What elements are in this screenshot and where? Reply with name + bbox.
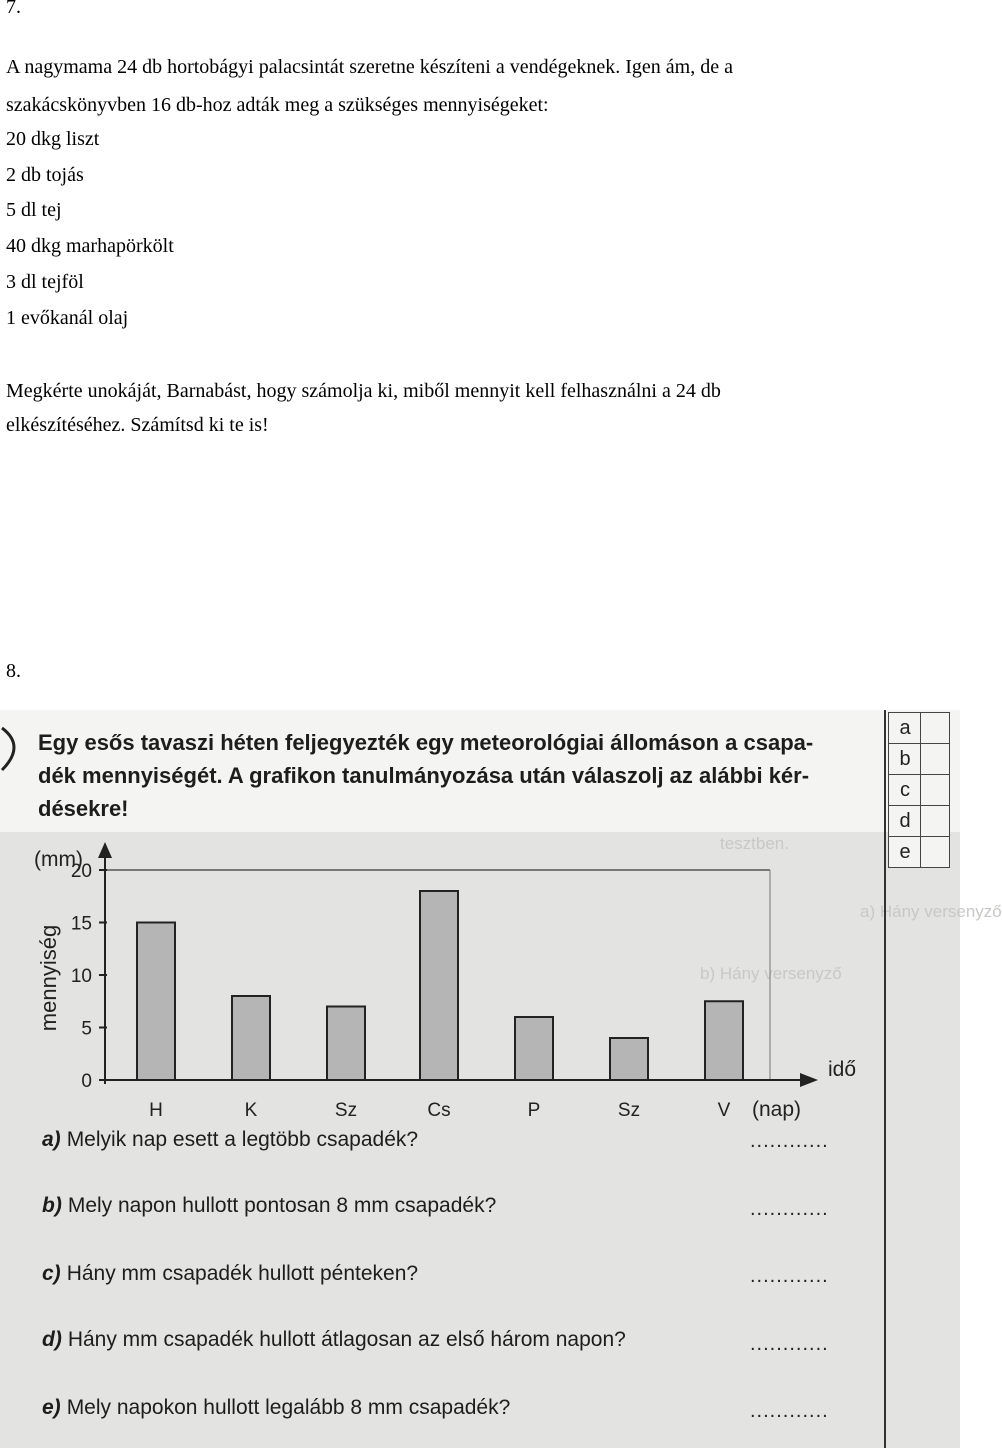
right-margin-line — [884, 710, 886, 1448]
answer-field-d[interactable] — [920, 805, 950, 837]
bar-4 — [420, 891, 458, 1080]
question-c — [42, 1262, 418, 1286]
answer-field-c[interactable] — [920, 774, 950, 806]
answer-box-d: d — [888, 805, 922, 837]
y-tick-label: 20 — [70, 861, 92, 882]
task7-line: szakácskönyvben 16 db-hoz adták meg a szükséges mennyiségeket: — [6, 94, 549, 116]
y-axis-title: mennyiség — [36, 924, 61, 1032]
answer-line-c[interactable]: ............ — [750, 1265, 829, 1287]
x-tick-label: H — [149, 1100, 163, 1121]
scanned-exercise: tesztben. a) Hány versenyző b) Hány versenyző Egy esős tavaszi héten feljegyezték egy meteorológiai állomáson a csapa- dék mennyiségét. A grafikon tanulmányozása után válaszolj az alábbi kér- désekre! a b c d e 0 5 10 15 20 H K Sz Cs P Sz V (mm) mennyiség idő (nap) a) Melyik nap esett a legtöbb csapadék? ............ b) Mely napon hullott pontosan 8 mm csapadék? ............ c) Hány mm csapadék hullott pénteken? ............ d) Hány mm csapadék hullott átlagosan az első három napon? ............ e) Mely napokon hullott legalább 8 mm csapadék? ............ — [0, 710, 960, 1448]
task7-line: A nagymama 24 db hortobágyi palacsintát szeretne készíteni a vendégeknek. Igen ám, de a — [6, 56, 733, 78]
y-unit-label: (mm) — [34, 848, 83, 871]
ingredient-line: 40 dkg marhapörkölt — [6, 235, 174, 257]
task7-number: 7. — [6, 0, 21, 18]
exercise-marker-arc — [0, 724, 30, 784]
y-tick-label: 15 — [70, 913, 92, 935]
answer-line-b[interactable]: ............ — [750, 1198, 829, 1220]
question-text: Hány mm csapadék hullott pénteken? — [66, 1262, 419, 1285]
answer-line-e[interactable]: ............ — [750, 1400, 829, 1422]
task7-request-line: Megkérte unokáját, Barnabást, hogy számolja ki, miből mennyit kell felhasználni a 24 db — [6, 380, 721, 402]
question-b — [42, 1194, 496, 1218]
answer-box-e: e — [888, 836, 922, 868]
ingredient-line: 2 db tojás — [6, 164, 84, 186]
x-tick-label: P — [527, 1100, 541, 1121]
bar-2 — [232, 996, 270, 1080]
question-e — [42, 1396, 510, 1420]
question-letter: a) — [42, 1128, 61, 1151]
question-text: Hány mm csapadék hullott átlagosan az első három napon? — [67, 1328, 626, 1351]
ingredient-line: 20 dkg liszt — [6, 128, 100, 150]
bar-1 — [137, 923, 175, 1081]
y-tick-label: 10 — [70, 966, 92, 987]
x-unit-label: (nap) — [752, 1098, 802, 1121]
y-tick-label: 5 — [81, 1018, 92, 1040]
x-tick-label: Sz — [617, 1100, 641, 1121]
ingredient-line: 1 evőkanál olaj — [6, 307, 129, 329]
question-letter: b) — [42, 1194, 62, 1217]
answer-field-b[interactable] — [920, 743, 950, 775]
answer-box-c: c — [888, 774, 922, 806]
ingredient-line: 3 dl tejföl — [6, 271, 84, 293]
x-axis-title: idő — [828, 1058, 857, 1081]
x-tick-label: V — [717, 1100, 731, 1121]
question-text: Mely napon hullott pontosan 8 mm csapadék? — [67, 1194, 497, 1217]
question-d — [42, 1328, 626, 1352]
bar-7 — [705, 1001, 743, 1080]
question-letter: d) — [42, 1328, 62, 1351]
x-axis-arrow — [800, 1073, 818, 1087]
x-tick-label: Sz — [334, 1100, 358, 1121]
bar-6 — [610, 1038, 648, 1080]
task8-intro-line: dék mennyiségét. A grafikon tanulmányozása után válaszolj az alábbi kér- — [38, 763, 810, 788]
answer-field-e[interactable] — [920, 836, 950, 868]
question-text: Mely napokon hullott legalább 8 mm csapadék? — [66, 1396, 511, 1419]
answer-line-d[interactable]: ............ — [750, 1333, 829, 1355]
ingredient-line: 5 dl tej — [6, 199, 62, 221]
y-axis-arrow — [98, 842, 112, 858]
task8-number: 8. — [6, 660, 21, 682]
bar-5 — [515, 1017, 553, 1080]
answer-box-a: a — [888, 712, 922, 744]
rainfall-bar-chart — [0, 828, 884, 1138]
x-tick-label: K — [244, 1100, 258, 1121]
question-a — [42, 1128, 418, 1152]
answer-field-a[interactable] — [920, 712, 950, 744]
answer-line-a[interactable]: ............ — [750, 1130, 829, 1152]
bar-3 — [327, 1007, 365, 1081]
y-tick-label: 0 — [81, 1071, 92, 1092]
x-tick-label: Cs — [427, 1100, 451, 1121]
task7-request-line: elkészítéséhez. Számítsd ki te is! — [6, 414, 269, 436]
task8-intro-line: Egy esős tavaszi héten feljegyezték egy meteorológiai állomáson a csapa- — [38, 730, 814, 755]
question-letter: e) — [42, 1396, 61, 1419]
answer-box-b: b — [888, 743, 922, 775]
task8-intro-line: désekre! — [38, 796, 129, 821]
question-letter: c) — [42, 1262, 61, 1285]
question-text: Melyik nap esett a legtöbb csapadék? — [66, 1128, 419, 1151]
